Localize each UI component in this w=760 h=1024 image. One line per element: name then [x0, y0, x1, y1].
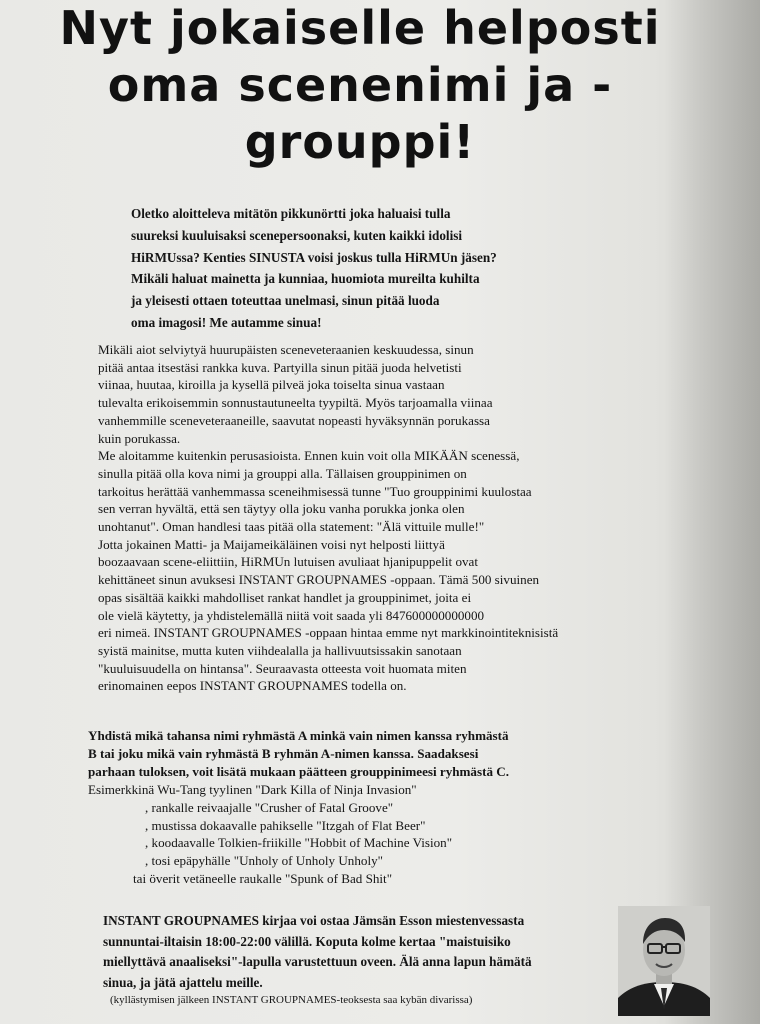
- body-line: erinomainen eepos INSTANT GROUPNAMES todella on.: [98, 678, 407, 694]
- body-line: sen verran hyvältä, että sen täytyy olla joku vanha porukka jonka olen: [98, 501, 465, 517]
- body-line: kuin porukassa.: [98, 430, 181, 446]
- footnote: (kyllästymisen jälkeen INSTANT GROUPNAMES-teoksesta saa kybän divarissa): [110, 994, 473, 1006]
- intro-line: HiRMUssa? Kenties SINUSTA voisi joskus tulla HiRMUn jäsen?: [131, 249, 497, 265]
- body-line: Mikäli aiot selviytyä huurupäisten sceneveteraanien keskuudessa, sinun: [98, 342, 474, 357]
- order-info: [103, 911, 608, 993]
- name-method-box: [88, 727, 688, 888]
- headline-line-3: grouppi!: [244, 115, 476, 169]
- portrait-illustration: [618, 906, 710, 1016]
- example-item: , tosi epäpyhälle "Unholy of Unholy Unholy": [145, 853, 383, 869]
- headline: [20, 0, 700, 171]
- body-paragraph-2: [84, 447, 684, 536]
- body-line: boozaavaan scene-eliittiin, HiRMUn lutuisen avuliaat hjanipuppelit ovat: [98, 554, 478, 570]
- body-paragraph-1: [84, 341, 684, 447]
- order-line: INSTANT GROUPNAMES kirjaa voi ostaa Jämsän Esson miestenvessasta: [103, 913, 525, 928]
- example-item: , rankalle reivaajalle "Crusher of Fatal Groove": [145, 799, 394, 815]
- example-lead: Esimerkkinä Wu-Tang tyylinen "Dark Killa of Ninja Invasion": [88, 781, 417, 797]
- body-line: pitää antaa itsestäsi rankka kuva. Partyilla sinun pitää juoda helvetisti: [98, 359, 462, 375]
- order-line: sinua, ja jätä ajattelu meille.: [103, 974, 263, 990]
- body-line: opas sisältää kaikki mahdolliset rankat handlet ja grouppinimet, joita ei: [98, 589, 472, 605]
- body-line: tulevalta erikoisemmin sonnustautuneelta tyypiltä. Myös tarjoamalla viinaa: [98, 395, 493, 411]
- body-line: vanhemmille sceneveteraaneille, saavutat nopeasti hyväksynnän porukassa: [98, 412, 490, 428]
- body-line: syistä mainitse, mutta kuten viihdealalla ja hallivuutsissakin sanotaan: [98, 642, 462, 658]
- intro-line: Mikäli haluat mainetta ja kunniaa, huomiota mureilta kuhilta: [131, 271, 480, 287]
- intro-paragraph: [131, 203, 561, 334]
- method-instruction: parhaan tuloksen, voit lisätä mukaan päätteen grouppinimeesi ryhmästä C.: [88, 763, 509, 779]
- body-line: ole vielä käytetty, ja yhdistelemällä niitä voit saada yli 847600000000000: [98, 607, 485, 623]
- body-line: Me aloitamme kuitenkin perusasioista. Ennen kuin voit olla MIKÄÄN scenessä,: [98, 448, 520, 464]
- body-line: viinaa, huutaa, kiroilla ja kysellä pilveä joka toiselta sinua vastaan: [98, 377, 445, 393]
- headline-line-2: oma scenenimi ja -: [107, 58, 613, 112]
- example-item: , koodaavalle Tolkien-friikille "Hobbit of Machine Vision": [145, 835, 453, 851]
- body-line: kehittäneet sinun avuksesi INSTANT GROUPNAMES -oppaan. Tämä 500 sivuinen: [98, 572, 540, 588]
- intro-line: oma imagosi! Me autamme sinua!: [131, 314, 322, 330]
- order-line: miellyttävä anaaliseksi"-lapulla varustettuun oveen. Älä anna lapun hämätä: [103, 954, 532, 970]
- body-line: tarkoitus herättää vanhemmassa sceneihmisessä tunne "Tuo grouppinimi kuulostaa: [98, 483, 532, 499]
- body-line: sinulla pitää olla kova nimi ja grouppi alla. Tällaisen grouppinimen on: [98, 465, 467, 481]
- intro-line: ja yleisesti ottaen toteuttaa unelmasi, sinun pitää luoda: [131, 293, 440, 309]
- headline-line-1: Nyt jokaiselle helposti: [59, 1, 661, 55]
- body-line: Jotta jokainen Matti- ja Maijameikäläinen voisi nyt helposti liittyä: [98, 536, 445, 552]
- body-paragraph-3: [84, 536, 684, 695]
- body-line: "kuuluisuudella on hintansa". Seuraavasta otteesta voit huomata miten: [98, 660, 467, 676]
- body-text: [84, 341, 684, 695]
- intro-line: suureksi kuuluisaksi scenepersoonaksi, kuten kaikki idolisi: [131, 227, 463, 243]
- body-line: unohtanut". Oman handlesi taas pitää olla statement: "Älä vittuile mulle!": [98, 519, 485, 535]
- intro-line: Oletko aloitteleva mitätön pikkunörtti joka haluaisi tulla: [131, 206, 451, 221]
- method-instruction: B tai joku mikä vain ryhmästä B ryhmän A-nimen kanssa. Saadaksesi: [88, 745, 479, 761]
- man-portrait-photo: [618, 906, 710, 1016]
- body-line: eri nimeä. INSTANT GROUPNAMES -oppaan hintaa emme nyt markkinointiteknisistä: [98, 625, 559, 641]
- method-instruction: Yhdistä mikä tahansa nimi ryhmästä A minkä vain nimen kanssa ryhmästä: [88, 728, 509, 743]
- example-item: , mustissa dokaavalle pahikselle "Itzgah of Flat Beer": [145, 817, 426, 833]
- example-last: tai överit vetäneelle raukalle "Spunk of Bad Shit": [133, 871, 393, 887]
- order-line: sunnuntai-iltaisin 18:00-22:00 välillä. Koputa kolme kertaa "maistuisiko: [103, 933, 511, 949]
